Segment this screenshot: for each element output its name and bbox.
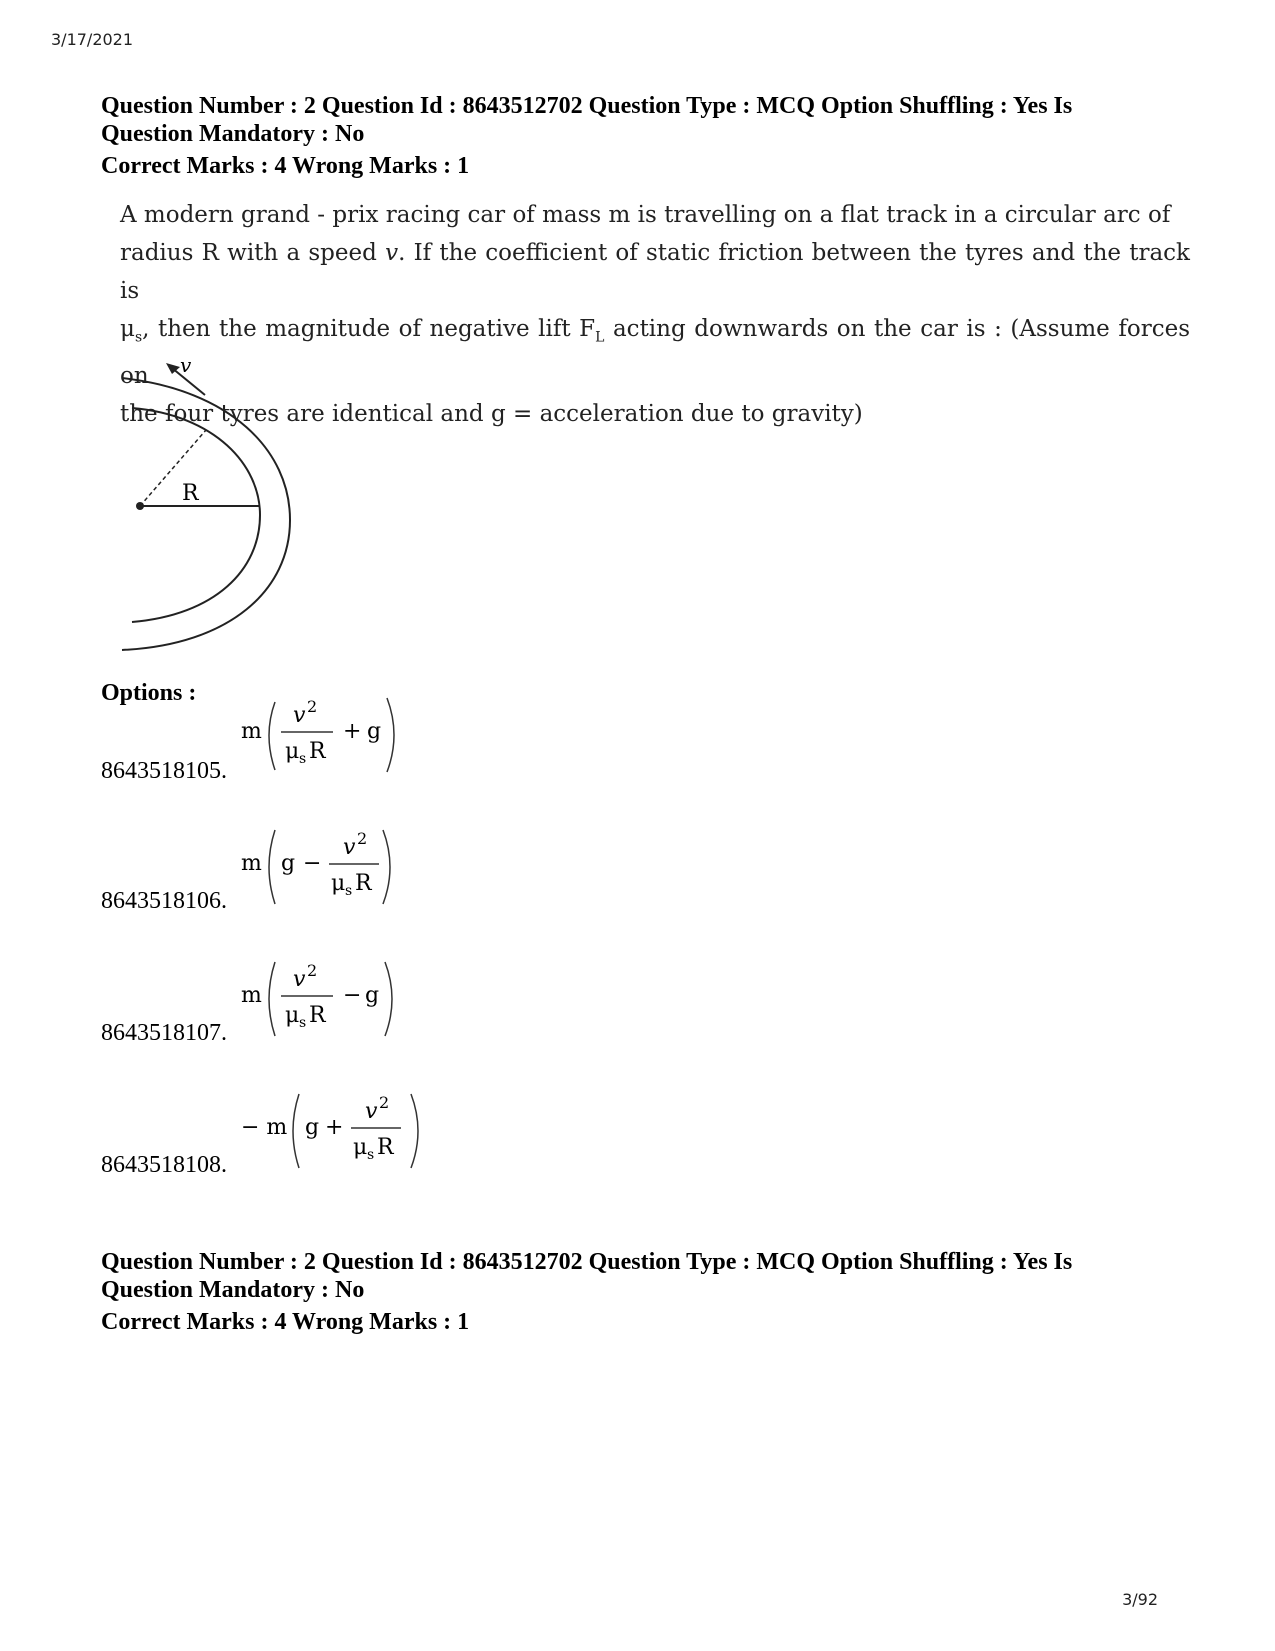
question-meta-line2: Question Mandatory : No xyxy=(101,121,365,147)
svg-text:−: − xyxy=(303,851,322,876)
svg-text:v: v xyxy=(293,967,306,992)
svg-text:m: m xyxy=(241,851,262,876)
svg-text:v: v xyxy=(343,835,356,860)
question-meta-line1: Question Number : 2 Question Id : 8643512702 Question Type : MCQ Option Shuffling : Yes Is xyxy=(101,93,1073,119)
question-header-repeat xyxy=(101,1248,1072,1336)
svg-text:μ: μ xyxy=(285,739,300,764)
svg-text:s: s xyxy=(299,1015,307,1031)
svg-text:g: g xyxy=(365,983,380,1008)
svg-text:v: v xyxy=(293,703,306,728)
svg-text:v: v xyxy=(365,1099,378,1124)
question-marks: Correct Marks : 4 Wrong Marks : 1 xyxy=(101,153,470,179)
svg-text:+: + xyxy=(325,1115,344,1140)
question-header xyxy=(101,92,1072,180)
circular-track-diagram xyxy=(110,360,310,664)
svg-text:R: R xyxy=(377,1135,394,1160)
svg-text:g: g xyxy=(367,719,382,744)
svg-text:g: g xyxy=(281,851,296,876)
question-meta-line2-repeat: Question Mandatory : No xyxy=(101,1277,365,1303)
option-4-id: 8643518108. xyxy=(101,1152,227,1178)
svg-text:μ: μ xyxy=(285,1003,300,1028)
svg-text:− m: − m xyxy=(241,1115,288,1140)
question-text-line2: radius R with a speed v. If the coefficient of static friction between the tyres and the track is xyxy=(120,240,1190,304)
svg-text:m: m xyxy=(241,983,262,1008)
question-text-line1: A modern grand - prix racing car of mass m is travelling on a flat track in a circular arc of xyxy=(120,202,1171,228)
option-4-formula xyxy=(241,1086,441,1180)
outer-track-arc xyxy=(122,378,290,650)
svg-text:s: s xyxy=(345,883,353,899)
question-text-line3: $\mu_s$, then the magnitude of negative lift $F_L$ acting downwards on the car is : (Assume forces on xyxy=(120,316,1190,389)
svg-text:2: 2 xyxy=(357,829,368,848)
svg-text:μ: μ xyxy=(353,1135,368,1160)
radius-label: R xyxy=(182,481,199,506)
page-number: 3/92 xyxy=(1122,1590,1158,1609)
svg-text:2: 2 xyxy=(307,961,318,980)
inner-track-arc xyxy=(132,408,260,622)
option-1-formula xyxy=(241,690,431,784)
page-date: 3/17/2021 xyxy=(51,30,134,49)
svg-text:+: + xyxy=(343,719,362,744)
svg-text:−: − xyxy=(343,983,362,1008)
option-3-formula xyxy=(241,954,431,1048)
question-meta-line1-repeat: Question Number : 2 Question Id : 8643512702 Question Type : MCQ Option Shuffling : Yes Is xyxy=(101,1249,1073,1275)
option-2-id: 8643518106. xyxy=(101,888,227,914)
options-title: Options : xyxy=(101,680,197,706)
svg-text:R: R xyxy=(355,871,372,896)
svg-text:g: g xyxy=(305,1115,320,1140)
svg-text:R: R xyxy=(309,739,326,764)
svg-text:μ: μ xyxy=(331,871,346,896)
svg-text:2: 2 xyxy=(307,697,318,716)
velocity-label: v xyxy=(180,360,192,377)
question-text-line4: the four tyres are identical and g = acceleration due to gravity) xyxy=(120,400,863,427)
question-marks-repeat: Correct Marks : 4 Wrong Marks : 1 xyxy=(101,1309,470,1335)
svg-text:m: m xyxy=(241,719,262,744)
svg-text:2: 2 xyxy=(379,1093,390,1112)
option-2-formula xyxy=(241,822,431,916)
svg-text:s: s xyxy=(367,1147,375,1163)
option-3-id: 8643518107. xyxy=(101,1020,227,1046)
svg-text:s: s xyxy=(299,751,307,767)
option-1-id: 8643518105. xyxy=(101,758,227,784)
svg-text:R: R xyxy=(309,1003,326,1028)
